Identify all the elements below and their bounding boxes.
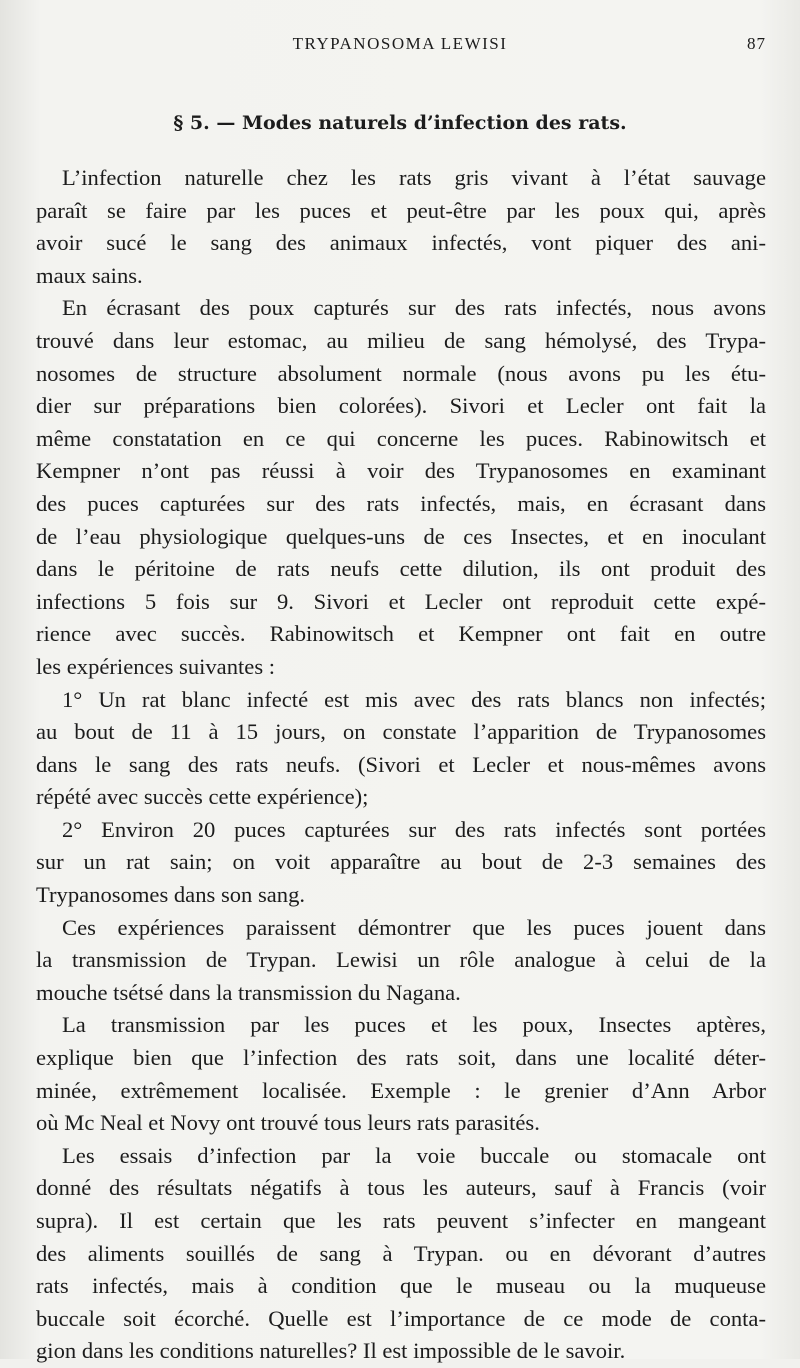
- text-line: explique bien que l’infection des rats soit, dans une localité déter-: [36, 1045, 766, 1071]
- text-line: dans le sang des rats neufs. (Sivori et Lecler et nous-mêmes avons: [36, 751, 766, 777]
- text-line: les expériences suivantes :: [36, 653, 276, 679]
- text-line: Kempner n’ont pas réussi à voir des Trypanosomes en examinant: [36, 458, 766, 484]
- text-line: mouche tsétsé dans la transmission du Nagana.: [36, 979, 461, 1005]
- text-line: avoir sucé le sang des animaux infectés, vont piquer des ani-: [36, 230, 766, 256]
- text-line: Ces expériences paraissent démontrer que les puces jouent dans: [62, 914, 766, 940]
- text-line: dans le péritoine de rats neufs cette dilution, ils ont produit des: [36, 556, 766, 582]
- text-line: infections 5 fois sur 9. Sivori et Lecler ont reproduit cette expé-: [36, 588, 766, 614]
- running-head: [0, 34, 800, 58]
- text-line: Trypanosomes dans son sang.: [36, 882, 306, 908]
- text-line: maux sains.: [36, 262, 143, 288]
- text-line: 1° Un rat blanc infecté est mis avec des rats blancs non infectés;: [62, 686, 766, 712]
- text-line: rience avec succès. Rabinowitsch et Kempner ont fait en outre: [36, 621, 766, 647]
- text-line: La transmission par les puces et les poux, Insectes aptères,: [62, 1012, 766, 1038]
- text-line: des puces capturées sur des rats infectés, mais, en écrasant dans: [36, 490, 766, 516]
- text-line: des aliments souillés de sang à Trypan. ou en dévorant d’autres: [36, 1240, 766, 1266]
- paragraph: [36, 814, 766, 912]
- running-title: TRYPANOSOMA LEWISI: [292, 34, 508, 53]
- page-number: 87: [747, 34, 766, 53]
- text-line: dier sur préparations bien colorées). Sivori et Lecler ont fait la: [36, 393, 766, 419]
- text-line: au bout de 11 à 15 jours, on constate l’apparition de Trypanosomes: [36, 719, 766, 745]
- text-line: trouvé dans leur estomac, au milieu de sang hémolysé, des Trypa-: [36, 327, 766, 353]
- paragraph: [36, 1009, 766, 1139]
- paragraph: [36, 292, 766, 683]
- body-text: [36, 162, 766, 1368]
- text-line: la transmission de Trypan. Lewisi un rôle analogue à celui de la: [36, 947, 766, 973]
- text-line: répété avec succès cette expérience);: [36, 784, 369, 810]
- paragraph: [36, 684, 766, 814]
- text-line: rats infectés, mais à condition que le museau ou la muqueuse: [36, 1273, 766, 1299]
- text-line: où Mc Neal et Novy ont trouvé tous leurs rats parasités.: [36, 1110, 540, 1136]
- text-line: 2° Environ 20 puces capturées sur des rats infectés sont portées: [62, 816, 766, 842]
- text-line: sur un rat sain; on voit apparaître au bout de 2-3 semaines des: [36, 849, 766, 875]
- text-line: nosomes de structure absolument normale (nous avons pu les étu-: [36, 360, 766, 386]
- text-line: L’infection naturelle chez les rats gris vivant à l’état sauvage: [62, 165, 766, 190]
- text-line: supra). Il est certain que les rats peuvent s’infecter en mangeant: [36, 1208, 766, 1233]
- text-line: même constatation en ce qui concerne les puces. Rabinowitsch et: [36, 425, 766, 451]
- text-line: minée, extrêmement localisée. Exemple : le grenier d’Ann Arbor: [36, 1077, 766, 1103]
- text-line: Les essais d’infection par la voie buccale ou stomacale ont: [62, 1142, 766, 1168]
- text-line: de l’eau physiologique quelques-uns de ces Insectes, et en inoculant: [36, 523, 766, 549]
- paragraph: [36, 162, 766, 292]
- text-line: donné des résultats négatifs à tous les auteurs, sauf à Francis (voir: [36, 1175, 766, 1201]
- section-heading: § 5. — Modes naturels d’infection des rats.: [173, 112, 627, 134]
- text-line: paraît se faire par les puces et peut-être par les poux qui, après: [36, 197, 766, 223]
- paragraph: [36, 1140, 766, 1368]
- text-line: buccale soit écorché. Quelle est l’importance de ce mode de conta-: [36, 1305, 766, 1331]
- text-line: gion dans les conditions naturelles? Il est impossible de le savoir.: [36, 1338, 626, 1364]
- paragraph: [36, 912, 766, 1010]
- text-line: En écrasant des poux capturés sur des rats infectés, nous avons: [62, 295, 766, 321]
